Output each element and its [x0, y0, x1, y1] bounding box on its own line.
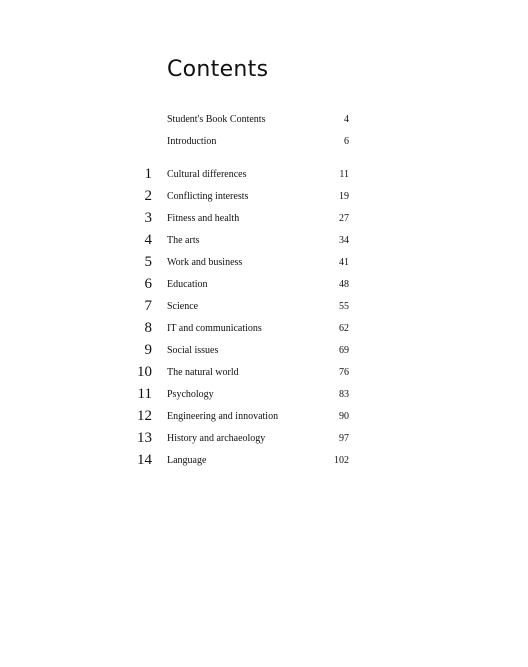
unit-page: 27 — [339, 213, 349, 224]
unit-number: 9 — [144, 342, 152, 358]
unit-title: Engineering and innovation — [167, 411, 279, 422]
unit-title: Psychology — [167, 389, 214, 400]
toc-unit-8[interactable] — [0, 322, 528, 342]
unit-number: 5 — [144, 254, 152, 270]
unit-number: 13 — [137, 430, 152, 446]
unit-number: 12 — [137, 408, 152, 424]
unit-title: Cultural differences — [167, 169, 247, 180]
unit-number: 14 — [137, 452, 152, 468]
toc-unit-12[interactable] — [0, 410, 528, 430]
toc-unit-5[interactable] — [0, 256, 528, 276]
unit-title: Education — [167, 279, 208, 290]
unit-title: Conflicting interests — [167, 191, 249, 202]
toc-unit-1[interactable] — [0, 168, 528, 188]
unit-page: 34 — [339, 235, 349, 246]
unit-page: 41 — [339, 257, 349, 268]
unit-number: 1 — [144, 166, 152, 182]
unit-page: 62 — [339, 323, 349, 334]
unit-page: 69 — [339, 345, 349, 356]
unit-title: Fitness and health — [167, 213, 240, 224]
unit-page: 97 — [339, 433, 349, 444]
unit-page: 48 — [339, 279, 349, 290]
toc-entry-introduction[interactable] — [0, 135, 528, 155]
unit-page: 19 — [339, 191, 349, 202]
unit-title: IT and communications — [167, 323, 262, 334]
toc-unit-10[interactable] — [0, 366, 528, 386]
unit-number: 2 — [144, 188, 152, 204]
unit-number: 11 — [137, 386, 152, 402]
unit-number: 6 — [144, 276, 152, 292]
toc-unit-9[interactable] — [0, 344, 528, 364]
toc-unit-13[interactable] — [0, 432, 528, 452]
unit-title: The natural world — [167, 367, 239, 378]
unit-title: Language — [167, 455, 207, 466]
toc-entry-student-book-contents[interactable] — [0, 113, 528, 133]
unit-page: 102 — [334, 455, 349, 466]
toc-unit-11[interactable] — [0, 388, 528, 408]
toc-entry-label: Introduction — [167, 136, 217, 147]
toc-unit-3[interactable] — [0, 212, 528, 232]
toc-unit-7[interactable] — [0, 300, 528, 320]
toc-unit-14[interactable] — [0, 454, 528, 474]
unit-number: 4 — [144, 232, 152, 248]
unit-number: 10 — [137, 364, 152, 380]
toc-unit-4[interactable] — [0, 234, 528, 254]
toc-entry-page: 4 — [344, 114, 349, 125]
unit-page: 55 — [339, 301, 349, 312]
unit-title: Work and business — [167, 257, 243, 268]
unit-title: The arts — [167, 235, 200, 246]
toc-unit-6[interactable] — [0, 278, 528, 298]
unit-page: 11 — [339, 169, 349, 180]
unit-number: 8 — [144, 320, 152, 336]
unit-page: 83 — [339, 389, 349, 400]
unit-page: 76 — [339, 367, 349, 378]
unit-title: Social issues — [167, 345, 219, 356]
unit-number: 7 — [144, 298, 152, 314]
page-title: Contents — [167, 57, 269, 82]
toc-entry-page: 6 — [344, 136, 349, 147]
toc-unit-2[interactable] — [0, 190, 528, 210]
unit-title: Science — [167, 301, 199, 312]
unit-title: History and archaeology — [167, 433, 266, 444]
unit-page: 90 — [339, 411, 349, 422]
unit-number: 3 — [144, 210, 152, 226]
toc-entry-label: Student's Book Contents — [167, 114, 266, 125]
